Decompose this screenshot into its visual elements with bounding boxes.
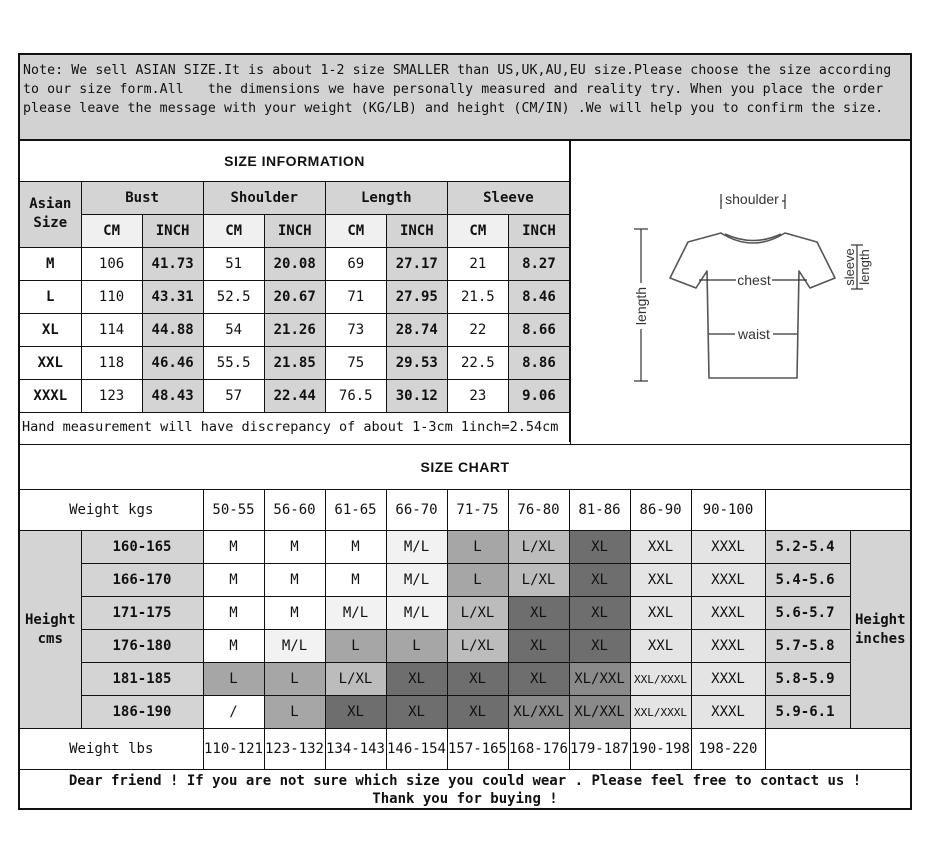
size-chart-title: SIZE CHART bbox=[20, 445, 910, 490]
weight-lbs-header: 157-165 bbox=[447, 729, 508, 770]
size-label: L bbox=[20, 280, 81, 313]
measurement-cell: 9.06 bbox=[508, 379, 569, 412]
height-cm-range: 176-180 bbox=[81, 630, 203, 663]
size-recommendation-cell: L bbox=[264, 696, 325, 729]
size-recommendation-cell: L bbox=[325, 630, 386, 663]
size-information-table bbox=[20, 141, 570, 442]
measurement-cell: 118 bbox=[81, 346, 142, 379]
size-note: Note: We sell ASIAN SIZE.It is about 1-2 size SMALLER than US,UK,AU,EU size.Please choose the size according to our size form.All the dimensions we have personally measured and reality try. When you place the order please leave the message with your weight (KG/LB) and height (CM/IN) .We will help you to confirm the size. bbox=[20, 55, 910, 141]
measurement-cell: 44.88 bbox=[142, 313, 203, 346]
footer-line-2: Thank you for buying ! bbox=[372, 790, 558, 807]
height-row bbox=[20, 663, 910, 696]
weight-lbs-header: 198-220 bbox=[691, 729, 765, 770]
size-recommendation-cell: XXXL bbox=[691, 531, 765, 564]
size-recommendation-cell: M bbox=[264, 531, 325, 564]
size-recommendation-cell: M bbox=[203, 630, 264, 663]
weight-kg-header: 50-55 bbox=[203, 490, 264, 531]
measurement-cell: 23 bbox=[447, 379, 508, 412]
weight-lbs-header: 168-176 bbox=[508, 729, 569, 770]
size-recommendation-cell: XL bbox=[508, 630, 569, 663]
size-recommendation-cell: XXL/XXXL bbox=[630, 696, 691, 729]
sleeve-label: sleeve bbox=[842, 248, 857, 286]
size-chart-table bbox=[20, 444, 910, 810]
measurement-cell: 8.27 bbox=[508, 247, 569, 280]
weight-kg-header: 71-75 bbox=[447, 490, 508, 531]
measurement-cell: 69 bbox=[325, 247, 386, 280]
tshirt-illustration bbox=[571, 141, 910, 444]
height-cms-label: Height cms bbox=[20, 531, 81, 729]
measurement-cell: 29.53 bbox=[386, 346, 447, 379]
measurement-cell: 110 bbox=[81, 280, 142, 313]
weight-kg-header: 81-86 bbox=[569, 490, 630, 531]
measurement-cell: 8.86 bbox=[508, 346, 569, 379]
size-label: XXL bbox=[20, 346, 81, 379]
height-cm-range: 160-165 bbox=[81, 531, 203, 564]
height-inch-range: 5.7-5.8 bbox=[765, 630, 850, 663]
size-recommendation-cell: XL bbox=[569, 630, 630, 663]
waist-label: waist bbox=[738, 326, 770, 342]
height-inch-range: 5.9-6.1 bbox=[765, 696, 850, 729]
size-recommendation-cell: XXL bbox=[630, 531, 691, 564]
weight-lbs-header: 146-154 bbox=[386, 729, 447, 770]
size-row bbox=[20, 379, 570, 412]
measurement-cell: 27.17 bbox=[386, 247, 447, 280]
sleeve-header: Sleeve bbox=[447, 181, 569, 214]
size-recommendation-cell: L/XL bbox=[447, 630, 508, 663]
weight-lbs-header: 190-198 bbox=[630, 729, 691, 770]
size-recommendation-cell: M/L bbox=[386, 531, 447, 564]
unit-header: INCH bbox=[508, 214, 569, 247]
size-recommendation-cell: XXL bbox=[630, 564, 691, 597]
size-recommendation-cell: M bbox=[203, 597, 264, 630]
size-row bbox=[20, 313, 570, 346]
size-recommendation-cell: L bbox=[264, 663, 325, 696]
measurement-cell: 21 bbox=[447, 247, 508, 280]
measurement-cell: 52.5 bbox=[203, 280, 264, 313]
size-recommendation-cell: XL bbox=[569, 597, 630, 630]
weight-kg-header: 66-70 bbox=[386, 490, 447, 531]
height-inch-range: 5.2-5.4 bbox=[765, 531, 850, 564]
weight-lbs-spacer bbox=[765, 729, 910, 770]
size-recommendation-cell: XXL bbox=[630, 630, 691, 663]
tshirt-diagram bbox=[570, 141, 910, 444]
size-row bbox=[20, 280, 570, 313]
measurement-cell: 21.5 bbox=[447, 280, 508, 313]
size-recommendation-cell: XXXL bbox=[691, 564, 765, 597]
size-recommendation-cell: XXXL bbox=[691, 663, 765, 696]
size-recommendation-cell: M bbox=[264, 564, 325, 597]
measurement-cell: 20.67 bbox=[264, 280, 325, 313]
weight-kg-header: 76-80 bbox=[508, 490, 569, 531]
size-recommendation-cell: XXXL bbox=[691, 630, 765, 663]
size-recommendation-cell: XL/XXL bbox=[569, 696, 630, 729]
height-row bbox=[20, 564, 910, 597]
measurement-cell: 28.74 bbox=[386, 313, 447, 346]
measurement-cell: 71 bbox=[325, 280, 386, 313]
unit-header: CM bbox=[203, 214, 264, 247]
asian-size-header: Asian Size bbox=[20, 181, 81, 247]
size-recommendation-cell: L/XL bbox=[325, 663, 386, 696]
size-recommendation-cell: M bbox=[203, 531, 264, 564]
length-header: Length bbox=[325, 181, 447, 214]
height-inch-range: 5.8-5.9 bbox=[765, 663, 850, 696]
size-footnote: Hand measurement will have discrepancy of about 1-3cm 1inch=2.54cm bbox=[20, 412, 570, 442]
weight-lbs-label: Weight lbs bbox=[20, 729, 203, 770]
measurement-cell: 73 bbox=[325, 313, 386, 346]
height-cm-range: 186-190 bbox=[81, 696, 203, 729]
size-recommendation-cell: L bbox=[447, 531, 508, 564]
weight-kgs-label: Weight kgs bbox=[20, 490, 203, 531]
height-row bbox=[20, 597, 910, 630]
unit-header: CM bbox=[81, 214, 142, 247]
measurement-cell: 22 bbox=[447, 313, 508, 346]
weight-lbs-header: 179-187 bbox=[569, 729, 630, 770]
height-row bbox=[20, 531, 910, 564]
height-inch-range: 5.6-5.7 bbox=[765, 597, 850, 630]
size-recommendation-cell: XL/XXL bbox=[508, 696, 569, 729]
unit-header: INCH bbox=[142, 214, 203, 247]
size-row bbox=[20, 346, 570, 379]
length-label: length bbox=[633, 286, 649, 326]
weight-kg-header: 86-90 bbox=[630, 490, 691, 531]
size-recommendation-cell: XL bbox=[386, 663, 447, 696]
measurement-cell: 21.85 bbox=[264, 346, 325, 379]
size-recommendation-cell: / bbox=[203, 696, 264, 729]
weight-lbs-header: 134-143 bbox=[325, 729, 386, 770]
measurement-cell: 27.95 bbox=[386, 280, 447, 313]
size-recommendation-cell: XXL bbox=[630, 597, 691, 630]
size-information-title: SIZE INFORMATION bbox=[20, 141, 570, 181]
height-cm-range: 166-170 bbox=[81, 564, 203, 597]
size-recommendation-cell: L bbox=[386, 630, 447, 663]
shoulder-header: Shoulder bbox=[203, 181, 325, 214]
weight-kg-header: 61-65 bbox=[325, 490, 386, 531]
measurement-cell: 76.5 bbox=[325, 379, 386, 412]
size-recommendation-cell: L/XL bbox=[508, 531, 569, 564]
size-recommendation-cell: M bbox=[325, 564, 386, 597]
measurement-cell: 21.26 bbox=[264, 313, 325, 346]
sleeve-length-label: length bbox=[857, 249, 872, 285]
size-label: XL bbox=[20, 313, 81, 346]
size-sheet bbox=[18, 53, 912, 810]
size-recommendation-cell: M bbox=[325, 531, 386, 564]
unit-header: INCH bbox=[264, 214, 325, 247]
measurement-cell: 8.66 bbox=[508, 313, 569, 346]
size-recommendation-cell: XXL/XXXL bbox=[630, 663, 691, 696]
weight-kg-header: 90-100 bbox=[691, 490, 765, 531]
measurement-cell: 114 bbox=[81, 313, 142, 346]
size-recommendation-cell: L/XL bbox=[508, 564, 569, 597]
height-cm-range: 181-185 bbox=[81, 663, 203, 696]
chest-label: chest bbox=[737, 272, 771, 288]
measurement-cell: 43.31 bbox=[142, 280, 203, 313]
size-label: XXXL bbox=[20, 379, 81, 412]
bust-header: Bust bbox=[81, 181, 203, 214]
measurement-cell: 57 bbox=[203, 379, 264, 412]
measurement-cell: 55.5 bbox=[203, 346, 264, 379]
size-recommendation-cell: M bbox=[264, 597, 325, 630]
size-recommendation-cell: L bbox=[203, 663, 264, 696]
size-recommendation-cell: M bbox=[203, 564, 264, 597]
height-row bbox=[20, 630, 910, 663]
size-recommendation-cell: M/L bbox=[386, 564, 447, 597]
weight-kg-spacer bbox=[765, 490, 910, 531]
measurement-cell: 8.46 bbox=[508, 280, 569, 313]
size-recommendation-cell: XL bbox=[386, 696, 447, 729]
weight-lbs-header: 123-132 bbox=[264, 729, 325, 770]
size-label: M bbox=[20, 247, 81, 280]
measurement-cell: 20.08 bbox=[264, 247, 325, 280]
height-inch-range: 5.4-5.6 bbox=[765, 564, 850, 597]
height-cm-range: 171-175 bbox=[81, 597, 203, 630]
measurement-cell: 22.5 bbox=[447, 346, 508, 379]
footer-line-1: Dear friend ! If you are not sure which size you could wear . Please feel free to contact us ! bbox=[68, 772, 862, 789]
size-row bbox=[20, 247, 570, 280]
weight-kg-header: 56-60 bbox=[264, 490, 325, 531]
measurement-cell: 54 bbox=[203, 313, 264, 346]
size-recommendation-cell: XL/XXL bbox=[569, 663, 630, 696]
footer-message bbox=[20, 770, 910, 810]
measurement-cell: 30.12 bbox=[386, 379, 447, 412]
measurement-cell: 123 bbox=[81, 379, 142, 412]
size-recommendation-cell: XL bbox=[447, 696, 508, 729]
weight-lbs-header: 110-121 bbox=[203, 729, 264, 770]
measurement-cell: 75 bbox=[325, 346, 386, 379]
size-recommendation-cell: XL bbox=[325, 696, 386, 729]
unit-header: INCH bbox=[386, 214, 447, 247]
size-recommendation-cell: XXXL bbox=[691, 597, 765, 630]
height-inches-label: Height inches bbox=[850, 531, 910, 729]
size-recommendation-cell: L bbox=[447, 564, 508, 597]
size-recommendation-cell: M/L bbox=[386, 597, 447, 630]
measurement-cell: 106 bbox=[81, 247, 142, 280]
size-recommendation-cell: XL bbox=[508, 597, 569, 630]
size-recommendation-cell: L/XL bbox=[447, 597, 508, 630]
unit-header: CM bbox=[325, 214, 386, 247]
size-recommendation-cell: M/L bbox=[264, 630, 325, 663]
size-recommendation-cell: XL bbox=[508, 663, 569, 696]
size-recommendation-cell: XL bbox=[569, 531, 630, 564]
measurement-cell: 51 bbox=[203, 247, 264, 280]
measurement-cell: 22.44 bbox=[264, 379, 325, 412]
size-recommendation-cell: XXXL bbox=[691, 696, 765, 729]
size-recommendation-cell: M/L bbox=[325, 597, 386, 630]
size-recommendation-cell: XL bbox=[447, 663, 508, 696]
shoulder-label: shoulder bbox=[725, 191, 779, 207]
measurement-cell: 41.73 bbox=[142, 247, 203, 280]
measurement-cell: 46.46 bbox=[142, 346, 203, 379]
size-recommendation-cell: XL bbox=[569, 564, 630, 597]
height-row bbox=[20, 696, 910, 729]
unit-header: CM bbox=[447, 214, 508, 247]
measurement-cell: 48.43 bbox=[142, 379, 203, 412]
